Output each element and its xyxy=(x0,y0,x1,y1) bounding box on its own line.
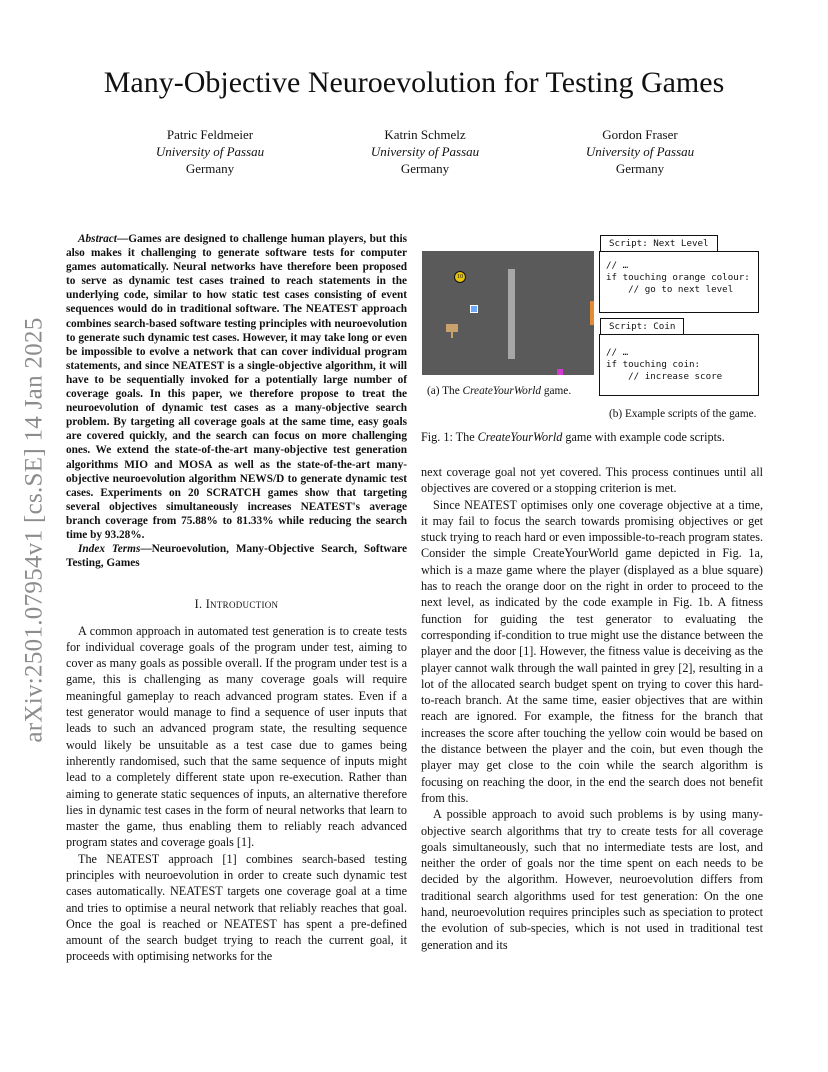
author-block xyxy=(110,126,310,177)
caption-game-name: CreateYourWorld xyxy=(462,385,542,397)
code-line: if touching coin: xyxy=(606,359,701,370)
coin-sprite: 10 xyxy=(454,271,466,283)
author-name: Gordon Fraser xyxy=(602,127,678,142)
sign-sprite xyxy=(446,324,458,332)
abstract-text: Games are designed to challenge human players, but this also makes it challenging to generate software tests for computer games automatically. Neural networks have therefore been proposed to serve as dynamic test cases trained to reach statements in the underlying code, similar to how static test cases consisting of event sequences would do in traditional software. The NEATEST approach combines search-based software testing principles with neuroevolution to generate such dynamic test cases. However, it may take long or even be impossible to evolve a network that can cover individual program statements, and since NEATEST is a single-objective algorithm, it will have to be sequentially invoked for a potentially large number of coverage goals. In this paper, we therefore propose to treat the neuroevolution of dynamic test cases as a many-objective search problem. By targeting all coverage goals at the same time, easy goals are covered quickly, and the search can focus on more challenging ones. We extend the state-of-the-art many-objective test generation algorithms MIO and MOSA as well as the state-of-the-art many-objective neuroevolution algorithm NEWS/D to generate dynamic test cases. Experiments on 20 SCRATCH games show that targeting several objectives simultaneously increases NEATEST's average branch coverage from 75.88% to 81.33% while reducing the search time by 93.28%. xyxy=(66,233,407,541)
author-country: Germany xyxy=(400,161,450,176)
author-name: Katrin Schmelz xyxy=(384,127,466,142)
caption-text: Fig. 1: The xyxy=(421,430,478,444)
code-line: // … xyxy=(606,260,629,271)
code-line: // … xyxy=(606,347,629,358)
grey-wall xyxy=(508,269,515,359)
player-sprite xyxy=(470,305,478,313)
author-name: Patric Feldmeier xyxy=(166,127,254,142)
left-column xyxy=(66,232,407,965)
script1-title: Script: Next Level xyxy=(600,235,718,252)
code-line: // increase score xyxy=(606,371,723,382)
caption-game-name: CreateYourWorld xyxy=(477,430,563,444)
orange-door xyxy=(590,301,594,325)
game-screenshot xyxy=(422,251,594,375)
author-block xyxy=(325,126,525,177)
author-affiliation: University of Passau xyxy=(155,144,265,159)
index-terms: Index Terms—Neuroevolution, Many-Objective Search, Software Testing, Games xyxy=(66,543,407,570)
section-heading: I. Introduction xyxy=(194,597,279,612)
caption-text: game. xyxy=(541,385,572,397)
intro-paragraph: The NEATEST approach [1] combines search-based testing principles with neuroevolution in order to create such dynamic test cases automatically. NEATEST targets one coverage goal at a time and tries to optimise a neural network that reliably reaches that goal. Once the goal is reached or NEATEST has spent a pre-defined amount of the search budget trying to reach the current goal, it proceeds with optimising networks for the xyxy=(66,851,407,964)
subfigure-a-caption xyxy=(427,383,571,399)
figure-caption xyxy=(421,429,725,445)
arxiv-identifier xyxy=(20,300,50,760)
script1-box xyxy=(599,251,759,313)
abstract-label: Abstract xyxy=(78,233,117,245)
body-paragraph: A possible approach to avoid such problems is by using many-objective search algorithms that try to create tests for all coverage goals simultaneously, such that no intermediate tests are lost, and neither the order of goals nor the time spent on each needs to be decided by the algorithm. However, neuroevolution differs from traditional search algorithms used for test generation: On the one hand, neuroevolution requires principles such as speciation to protect the evolution of sub-species, which is not used in traditional test generation and its xyxy=(421,807,763,952)
code-line: // go to next level xyxy=(606,284,734,295)
author-affiliation: University of Passau xyxy=(585,144,695,159)
goal-sprite xyxy=(557,369,563,375)
intro-paragraph: A common approach in automated test generation is to create tests for individual coverage goals of the program under test, aiming to cover as many goals as possible overall. If the program under test is a game, this is challenging as many coverage goals will require meaningful gameplay to reach advanced program states. Even if a test generator would manage to find a sequence of user inputs that leads to such an advanced program state, the resulting sequence would likely be unsuitable as a test case due to games being inherently randomised, such that the same sequence of inputs might lead to a completely different state upon re-execution. Rather than aiming to generate static sequences of inputs, an alternative therefore lies in dynamic test cases in the form of neural networks that learn to master the game, thus enabling them to reliably reach advanced program states and coverage goals [1]. xyxy=(66,623,407,850)
arxiv-identifier-text: arXiv:2501.07954v1 [cs.SE] 14 Jan 2025 xyxy=(21,317,48,743)
author-country: Germany xyxy=(185,161,235,176)
caption-text: game with example code scripts. xyxy=(562,430,725,444)
script2-box xyxy=(599,334,759,396)
author-list xyxy=(110,126,740,177)
code-line: if touching orange colour: xyxy=(606,272,750,283)
right-column xyxy=(421,232,763,953)
body-paragraph: Since NEATEST optimises only one coverage objective at a time, it may fail to focus the search towards promising objectives or get stuck trying to reach hard or even impossible-to-reach program states. Consider the simple CreateYourWorld game depicted in Fig. 1a, which is a maze game where the player (displayed as a blue square) has to reach the orange door on the right in order to proceed to the next level, as indicated by the code example in Fig. 1b. A fitness function for guiding the test generator to evaluating the corresponding if-condition to true might use the distance between the player and the door [1]. However, the fitness value is deceiving as the player cannot walk through the wall painted in grey [2], resulting in a lot of the allocated search budget spent on trying to cover this hard-to-reach branch. At the same time, easier objectives that are within reach are ignored. For example, the fitness for the branch that increases the score after touching the yellow coin would be based on the distance between the player and the coin, but even though the player may get close to the coin while the search algorithm is focusing on reaching the door, in the end the search does not benefit from this. xyxy=(421,497,763,805)
body-paragraph: next coverage goal not yet covered. This process continues until all objectives are covered or a stopping criterion is met. xyxy=(421,465,763,496)
figure-1 xyxy=(421,232,763,464)
script2-title: Script: Coin xyxy=(600,318,684,335)
abstract: Abstract—Games are designed to challenge human players, but this also makes it challenging to generate software tests for computer games automatically. Neural networks have therefore been proposed to serve as dynamic test cases trained to reach statements in the underlying code, similar to how static test cases consisting of event sequences would do in traditional software. The NEATEST approach combines search-based software testing principles with neuroevolution to generate such dynamic test cases. However, it may take long or even be impossible to evolve a network that can cover individual program statements, and since NEATEST is a single-objective algorithm, it will have to be sequentially invoked for a potentially large number of coverage goals. In this paper, we therefore propose to treat the neuroevolution of dynamic test cases as a many-objective search problem. By targeting all coverage goals at the same time, easy goals are covered quickly, and the search can focus on more challenging ones. We extend the state-of-the-art many-objective test generation algorithms MIO and MOSA as well as the state-of-the-art many-objective neuroevolution algorithm NEWS/D to generate dynamic test cases. Experiments on 20 SCRATCH games show that targeting several objectives simultaneously increases NEATEST's average branch coverage from 75.88% to 81.33% while reducing the search time by 93.28%. xyxy=(66,233,407,541)
paper-title: Many-Objective Neuroevolution for Testing Games xyxy=(103,66,725,99)
author-country: Germany xyxy=(615,161,665,176)
index-terms-label: Index Terms xyxy=(78,543,141,556)
caption-text: (a) The xyxy=(427,385,463,397)
index-terms-text: Neuroevolution, Many-Objective Search, Software Testing, Games xyxy=(66,543,407,570)
author-block xyxy=(540,126,740,177)
subfigure-b-caption: (b) Example scripts of the game. xyxy=(609,408,757,420)
author-affiliation: University of Passau xyxy=(370,144,480,159)
